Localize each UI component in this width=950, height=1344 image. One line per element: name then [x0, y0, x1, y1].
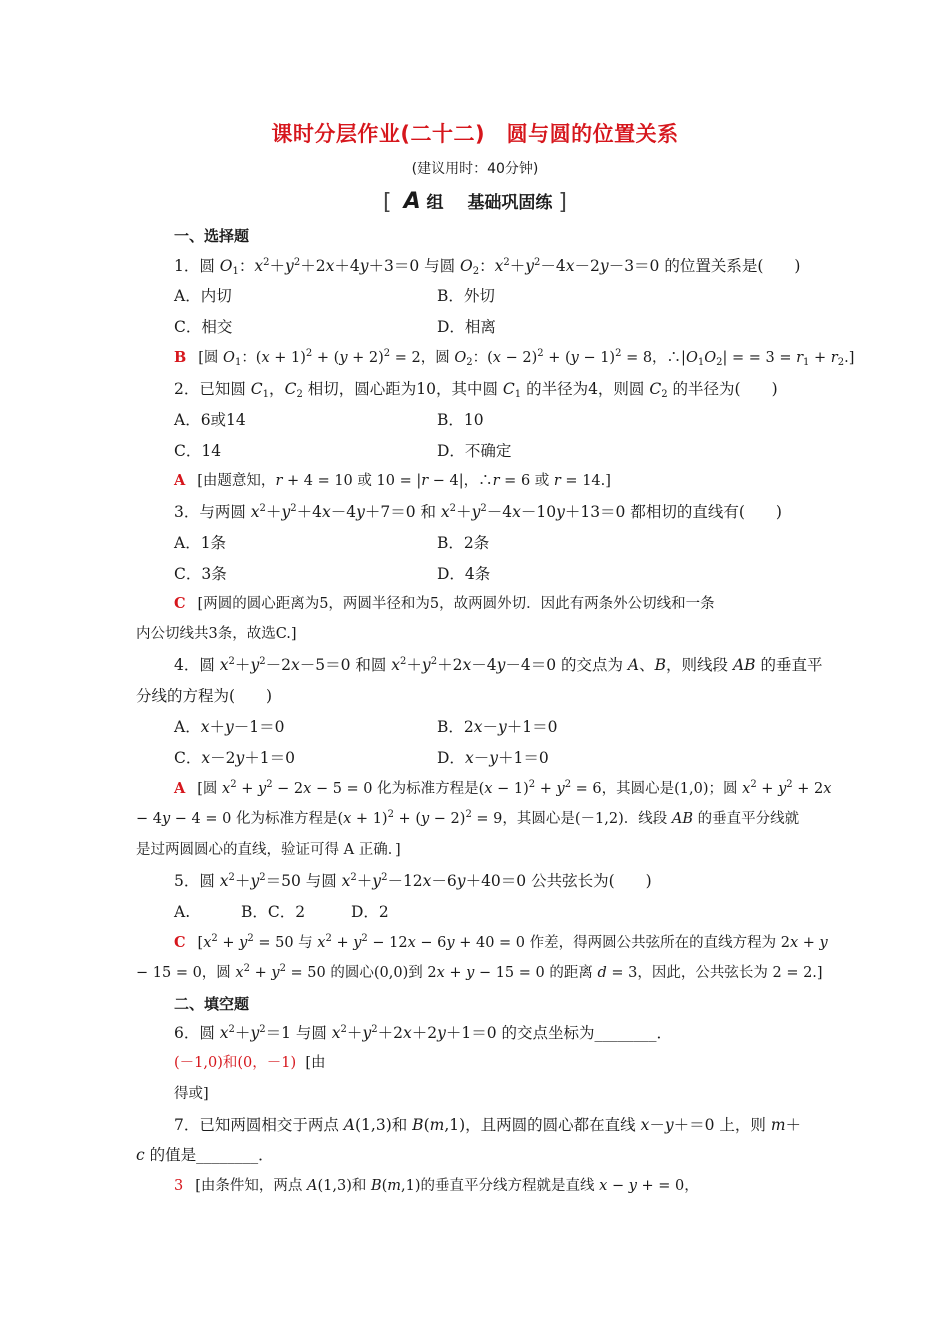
answer-letter: A — [174, 472, 186, 489]
answer-5: C [$x^2 + y^2 = 50$ 与 $x^2 + y^2 - 12x - 6y + 40 = 0$ 作差，得两圆公共弦所在的直线方程为 2x + y — [174, 933, 828, 951]
answer-3 — [174, 594, 814, 614]
answer-7: 3 [由条件知，两点 A(1,3)和 B(m,1)的垂直平分线方程就是直线 x − y + = 0， — [174, 1178, 699, 1194]
option-b[interactable]: B．10 — [437, 411, 484, 429]
option-b[interactable]: B．外切 — [437, 287, 495, 305]
answer-5-cont: − 15 = 0，圆 $x^2 + y^2 = 50$ 的圆心(0,0)到 2x + y − 15 = 0 的距离 d = 3，因此，公共弦长为 2 = 2.] — [136, 963, 823, 981]
question-5-options — [174, 902, 814, 922]
left-bracket: [ — [383, 190, 392, 215]
answer-4: A [圆 $x^2 + y^2 - 2x - 5 = 0$ 化为标准方程是$(x - 1)^2 + y^2 = 6$，其圆心是(1,0)；圆 $x^2 + y^2 + 2x$ — [174, 779, 832, 797]
answer-3-explanation-2: 内公切线共3条，故选C.] — [136, 626, 297, 642]
group-label: 组 — [426, 193, 444, 213]
answer-letter: A — [174, 780, 186, 797]
option-c[interactable]: C．x－2y＋1＝0 — [174, 749, 295, 767]
question-7: 7．已知两圆相交于两点 A(1,3)和 B(m,1)，且两圆的圆心都在直线 x－y＋＝0 上，则 m＋ — [174, 1116, 802, 1134]
question-3-options-row1 — [174, 533, 814, 553]
right-bracket: ] — [558, 190, 567, 215]
question-1: 1．圆 $O_1$：$x^2+y^2+2x+4y+3=0$ 与圆 $O_2$：$x^2+y^2-4x-2y-3=0$ 的位置关系是( ) — [174, 257, 801, 277]
page-title: 课时分层作业(二十二) 圆与圆的位置关系 — [271, 122, 679, 146]
answer-letter: C — [174, 934, 186, 951]
question-7-cont: c 的值是________． — [136, 1146, 274, 1164]
option-b[interactable]: B．2条 — [437, 534, 490, 552]
answer-4-cont-1: − 4y − 4 = 0 化为标准方程是$(x + 1)^2 + (y - 2)^2 = 9$，其圆心是(－1,2)．线段 AB 的垂直平分线就 — [136, 809, 800, 827]
option-c[interactable]: C．相交 — [174, 318, 233, 336]
option-d[interactable]: D．2 — [351, 903, 389, 921]
question-6: 6．圆 $x^2+y^2=1$ 与圆 $x^2+y^2+2x+2y+1=0$ 的交点坐标为________． — [174, 1024, 672, 1042]
option-d[interactable]: D．4条 — [437, 565, 491, 583]
answer-4-cont-2: 是过两圆圆心的直线，验证可得 A 正确．] — [136, 842, 401, 858]
answer-6-explanation-a: [由 — [305, 1055, 326, 1071]
page-subtitle: (建议用时：40分钟) — [411, 161, 539, 177]
answer-6-explanation-b: 得或] — [174, 1086, 209, 1102]
question-5: 5．圆 $x^2+y^2=50$ 与圆 $x^2+y^2-12x-6y+40=0$ 公共弦长为( ) — [174, 872, 652, 890]
option-d[interactable]: D．不确定 — [437, 442, 512, 460]
question-1-options-row1 — [174, 286, 814, 306]
question-2-options-row1 — [174, 410, 814, 430]
question-1-options-row2 — [174, 317, 814, 337]
option-d[interactable]: D．x－y＋1＝0 — [437, 749, 549, 767]
answer-7-value: 3 — [174, 1178, 184, 1194]
question-2-options-row2 — [174, 441, 814, 461]
option-c[interactable]: C．14 — [174, 442, 222, 460]
question-4: 4．圆 $x^2+y^2-2x-5=0$ 和圆 $x^2+y^2+2x-4y-4=0$ 的交点为 A、B，则线段 AB 的垂直平 — [174, 656, 823, 674]
option-a[interactable]: A．内切 — [174, 287, 232, 305]
option-d[interactable]: D．相离 — [437, 318, 496, 336]
answer-6-value: (－1,0)和(0，－1) — [174, 1055, 297, 1071]
group-letter: A — [403, 189, 421, 214]
option-a[interactable]: A．x＋y－1＝0 — [174, 718, 285, 736]
question-4-cont: 分线的方程为( ) — [136, 687, 273, 705]
question-3: 3．与两圆 $x^2+y^2+4x-4y+7=0$ 和 $x^2+y^2-4x-10y+13=0$ 都相切的直线有( ) — [174, 503, 782, 521]
question-2: 2．已知圆 $C_1$，$C_2$ 相切，圆心距为10，其中圆 $C_1$ 的半径为4，则圆 $C_2$ 的半径为( ) — [174, 380, 778, 400]
group-name: 基础巩固练 — [467, 193, 553, 213]
answer-2: A [由题意知，r + 4 = 10 或 10 = |r − 4|，∴r = 6 或 r = 14.] — [174, 472, 611, 489]
option-a[interactable]: A．6或14 — [174, 411, 246, 429]
section-heading-fill: 二、填空题 — [174, 995, 250, 1013]
option-c[interactable]: C．3条 — [174, 565, 227, 583]
option-a[interactable]: A．1条 — [174, 534, 227, 552]
group-header — [0, 188, 950, 215]
option-b[interactable]: B．C．2 — [241, 903, 306, 921]
answer-letter: B — [174, 349, 187, 366]
answer-1: B [圆 $O_1$：$(x + 1)^2 + (y + 2)^2 = 2$，圆 $O_2$：$(x - 2)^2 + (y - 1)^2 = 8$，$\therefore|O_1O_2|$ = = $3 = r_1 + r_2$.] — [174, 348, 855, 368]
question-4-options-row1 — [174, 717, 814, 737]
answer-letter: C — [174, 595, 186, 612]
answer-3-explanation-1: [两圆的圆心距离为5，两圆半径和为5，故两圆外切．因此有两条外公切线和一条 — [197, 596, 715, 612]
question-4-options-row2 — [174, 748, 814, 768]
question-3-options-row2 — [174, 564, 814, 584]
section-heading-choice: 一、选择题 — [174, 227, 250, 245]
option-b[interactable]: B．2x－y＋1＝0 — [437, 718, 558, 736]
answer-6 — [174, 1053, 814, 1073]
option-a[interactable]: A. — [174, 903, 191, 921]
